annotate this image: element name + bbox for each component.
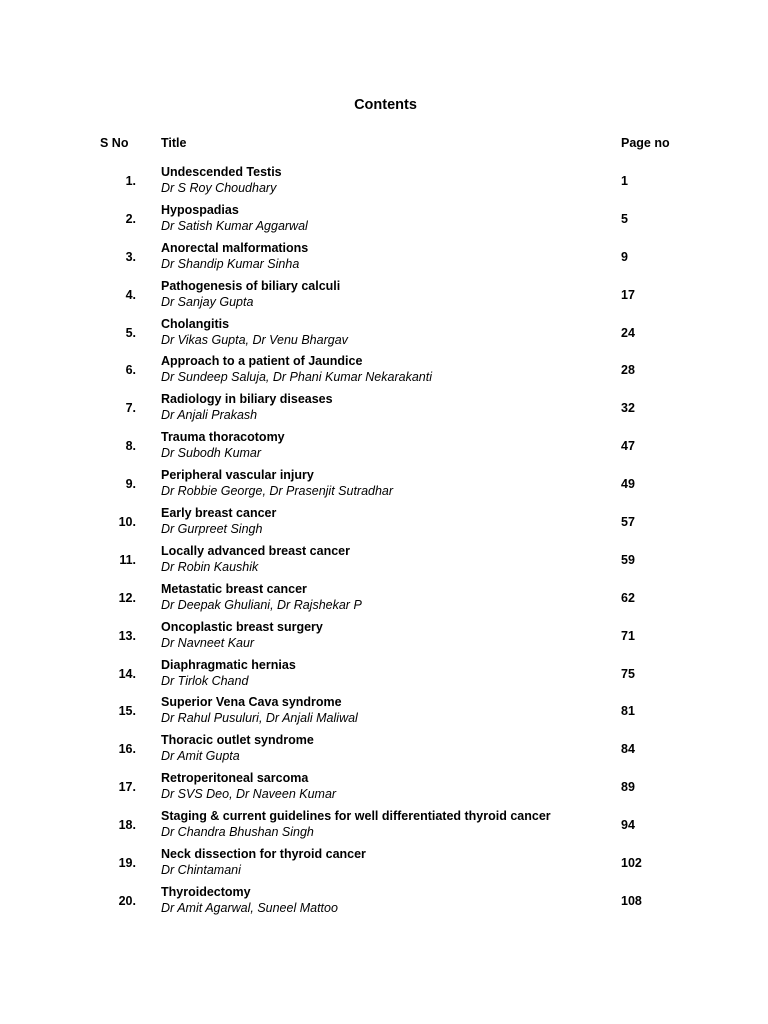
entry-page-number: 94 [621, 818, 635, 833]
contents-entry [0, 884, 768, 922]
entry-page-number: 47 [621, 439, 635, 454]
entry-author: Dr Sanjay Gupta [161, 294, 254, 309]
entry-author: Dr Chandra Bhushan Singh [161, 825, 314, 840]
entry-author: Dr Rahul Pusuluri, Dr Anjali Maliwal [161, 711, 358, 726]
entry-page-number: 9 [621, 249, 628, 264]
entry-title: Thoracic outlet syndrome [161, 733, 314, 748]
entry-page-number: 32 [621, 401, 635, 416]
contents-list [0, 164, 768, 922]
entry-number: 20. [118, 893, 136, 908]
entry-page-number: 89 [621, 780, 635, 795]
contents-entry [0, 353, 768, 391]
entry-author: Dr Sundeep Saluja, Dr Phani Kumar Nekarakanti [161, 370, 432, 385]
entry-page-number: 108 [621, 893, 642, 908]
contents-entry [0, 846, 768, 884]
column-header-sno: S No [100, 136, 129, 150]
entry-page-number: 81 [621, 704, 635, 719]
contents-entry [0, 505, 768, 543]
entry-author: Dr Deepak Ghuliani, Dr Rajshekar P [161, 597, 362, 612]
entry-title: Undescended Testis [161, 165, 282, 179]
entry-number: 17. [118, 780, 136, 795]
entry-number: 18. [118, 818, 136, 833]
entry-number: 1. [125, 174, 136, 188]
entry-page-number: 1 [621, 174, 628, 188]
contents-entry [0, 202, 768, 240]
entry-number: 3. [125, 249, 136, 264]
entry-title: Thyroidectomy [161, 884, 251, 899]
contents-entry [0, 316, 768, 354]
entry-page-number: 84 [621, 742, 635, 757]
entry-number: 8. [125, 439, 136, 454]
entry-page-number: 102 [621, 856, 642, 871]
entry-title: Locally advanced breast cancer [161, 543, 350, 558]
contents-entry [0, 619, 768, 657]
entry-author: Dr Subodh Kumar [161, 446, 262, 461]
column-header-page: Page no [621, 136, 670, 150]
entry-number: 5. [125, 325, 136, 340]
entry-title: Hypospadias [161, 202, 239, 217]
entry-number: 7. [125, 401, 136, 416]
contents-entry [0, 770, 768, 808]
contents-entry [0, 657, 768, 695]
entry-author: Dr Amit Gupta [161, 749, 240, 764]
contents-entry [0, 808, 768, 846]
entry-page-number: 71 [621, 628, 635, 643]
entry-author: Dr Navneet Kaur [161, 635, 255, 650]
entry-title: Peripheral vascular injury [161, 468, 314, 483]
entry-page-number: 57 [621, 515, 635, 530]
entry-author: Dr S Roy Choudhary [161, 181, 277, 195]
page-title: Contents [354, 97, 417, 113]
contents-entry [0, 543, 768, 581]
entry-title: Oncoplastic breast surgery [161, 619, 323, 634]
contents-entry [0, 467, 768, 505]
entry-page-number: 49 [621, 477, 635, 492]
entry-title: Pathogenesis of biliary calculi [161, 278, 341, 293]
entry-number: 10. [118, 515, 136, 530]
entry-title: Neck dissection for thyroid cancer [161, 847, 366, 862]
entry-author: Dr Robin Kaushik [161, 559, 259, 574]
entry-author: Dr Vikas Gupta, Dr Venu Bhargav [161, 332, 348, 347]
entry-page-number: 17 [621, 287, 635, 302]
contents-entry [0, 694, 768, 732]
entry-author: Dr Anjali Prakash [161, 408, 258, 423]
entry-title: Staging & current guidelines for well differentiated thyroid cancer [161, 809, 551, 824]
entry-number: 9. [125, 477, 136, 492]
entry-number: 16. [118, 742, 136, 757]
entry-author: Dr Gurpreet Singh [161, 522, 263, 537]
entry-author: Dr Chintamani [161, 863, 241, 878]
contents-entry [0, 429, 768, 467]
column-header-title: Title [161, 136, 187, 150]
entry-page-number: 28 [621, 363, 635, 378]
entry-number: 13. [118, 628, 136, 643]
entry-page-number: 5 [621, 211, 628, 226]
entry-number: 15. [118, 704, 136, 719]
contents-entry [0, 732, 768, 770]
entry-number: 4. [125, 287, 136, 302]
entry-number: 12. [118, 590, 136, 605]
contents-entry [0, 164, 768, 202]
entry-title: Metastatic breast cancer [161, 581, 307, 596]
entry-author: Dr Robbie George, Dr Prasenjit Sutradhar [161, 484, 394, 499]
entry-author: Dr SVS Deo, Dr Naveen Kumar [161, 787, 337, 802]
entry-page-number: 62 [621, 590, 635, 605]
entry-title: Trauma thoracotomy [161, 430, 285, 445]
contents-entry [0, 278, 768, 316]
entry-title: Superior Vena Cava syndrome [161, 695, 342, 710]
entry-number: 14. [118, 666, 136, 681]
entry-title: Retroperitoneal sarcoma [161, 771, 309, 786]
entry-number: 6. [125, 363, 136, 378]
entry-number: 11. [119, 552, 136, 567]
entry-title: Radiology in biliary diseases [161, 392, 333, 407]
contents-entry [0, 391, 768, 429]
entry-title: Diaphragmatic hernias [161, 657, 296, 672]
entry-title: Approach to a patient of Jaundice [161, 354, 363, 369]
entry-title: Anorectal malformations [161, 240, 309, 255]
entry-author: Dr Amit Agarwal, Suneel Mattoo [161, 900, 338, 915]
entry-page-number: 24 [621, 325, 635, 340]
entry-author: Dr Tirlok Chand [161, 673, 249, 688]
entry-author: Dr Shandip Kumar Sinha [161, 256, 300, 271]
entry-page-number: 75 [621, 666, 635, 681]
entry-author: Dr Satish Kumar Aggarwal [161, 218, 308, 233]
contents-entry [0, 240, 768, 278]
entry-number: 19. [118, 856, 136, 871]
entry-page-number: 59 [621, 552, 635, 567]
entry-title: Early breast cancer [161, 506, 277, 521]
entry-number: 2. [125, 211, 136, 226]
contents-entry [0, 581, 768, 619]
entry-title: Cholangitis [161, 316, 230, 331]
